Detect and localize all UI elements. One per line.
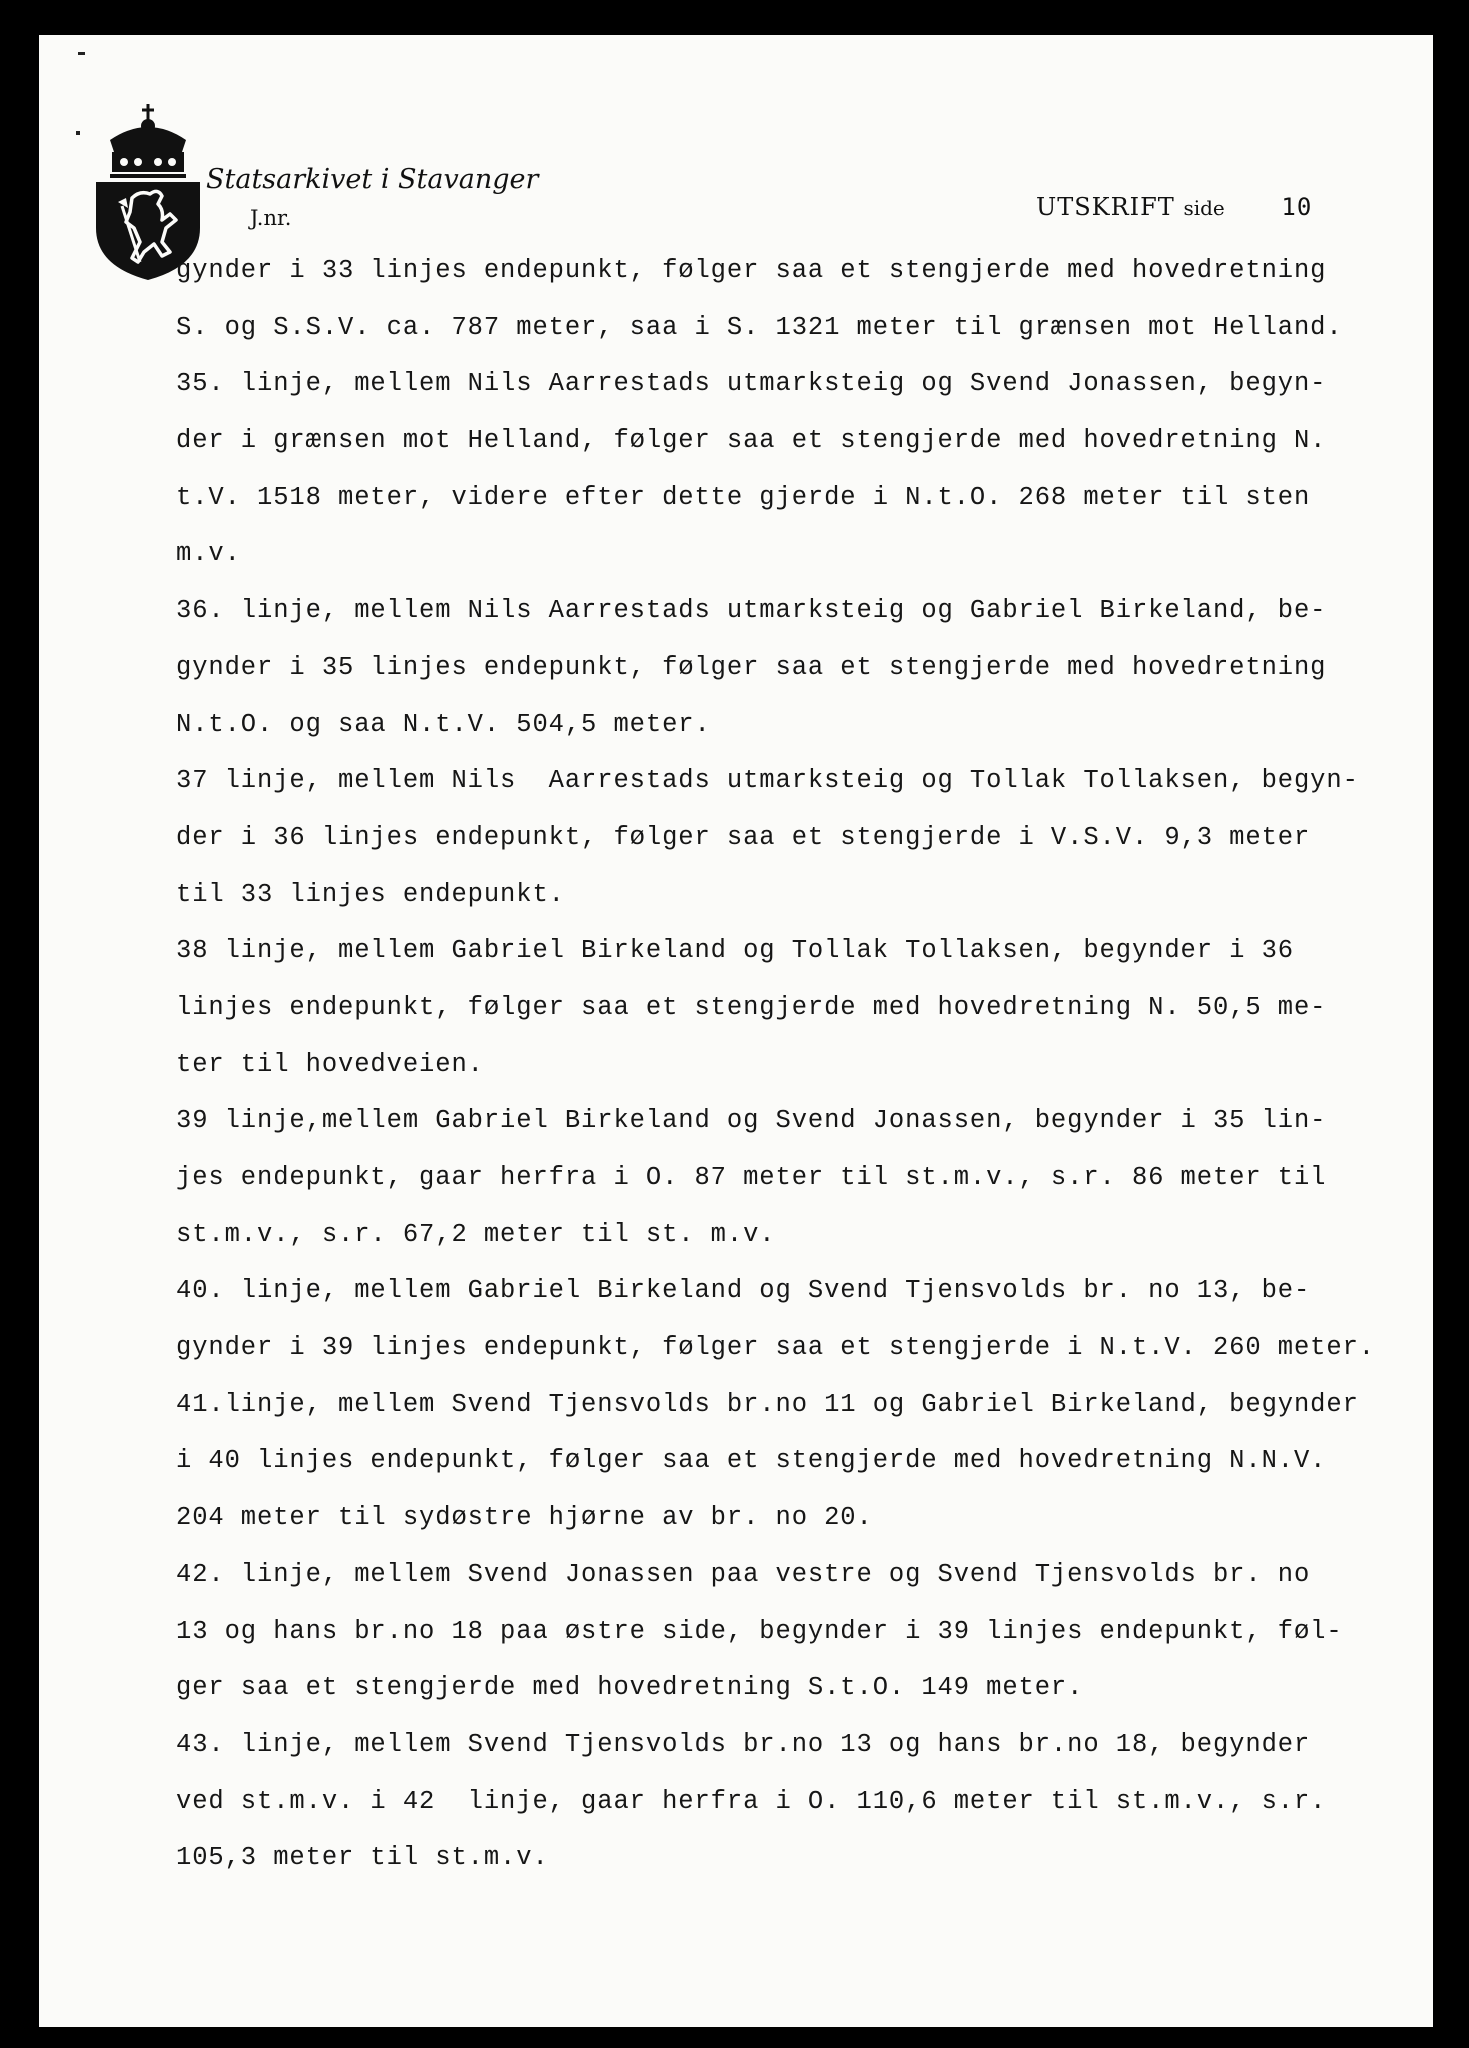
text-line: ger saa et stengjerde med hovedretning S.t.O. 149 meter. xyxy=(176,1673,1084,1703)
text-line: m.v. xyxy=(176,539,241,569)
journal-number-label: J.nr. xyxy=(250,206,292,230)
text-line: 35. linje, mellem Nils Aarrestads utmarksteig og Svend Jonassen, begyn- xyxy=(176,369,1327,399)
text-line: til 33 linjes endepunkt. xyxy=(176,879,565,909)
text-line: 36. linje, mellem Nils Aarrestads utmarksteig og Gabriel Birkeland, be- xyxy=(176,596,1327,626)
document-body xyxy=(176,243,1375,1887)
text-line: jes endepunkt, gaar herfra i O. 87 meter til st.m.v., s.r. 86 meter til xyxy=(176,1163,1327,1192)
punch-mark xyxy=(78,52,85,55)
side-label: side xyxy=(1183,196,1225,220)
text-line: 43. linje, mellem Svend Tjensvolds br.no 13 og hans br.no 18, begynder xyxy=(176,1729,1311,1759)
text-line: 40. linje, mellem Gabriel Birkeland og Svend Tjensvolds br. no 13, be- xyxy=(176,1276,1311,1306)
archive-name: Statsarkivet i Stavanger xyxy=(206,164,539,195)
text-line: 37 linje, mellem Nils Aarrestads utmarksteig og Tollak Tollaksen, begyn- xyxy=(176,766,1359,796)
text-line: der i grænsen mot Helland, følger saa et stengjerde med hovedretning N. xyxy=(176,426,1327,456)
text-line: 13 og hans br.no 18 paa østre side, begynder i 39 linjes endepunkt, føl- xyxy=(176,1616,1343,1646)
page-header-right xyxy=(1036,193,1312,221)
text-line: 204 meter til sydøstre hjørne av br. no 20. xyxy=(176,1503,873,1533)
text-line: i 40 linjes endepunkt, følger saa et stengjerde med hovedretning N.N.V. xyxy=(176,1446,1327,1476)
text-line: 42. linje, mellem Svend Jonassen paa vestre og Svend Tjensvolds br. no xyxy=(176,1559,1311,1589)
text-line: 105,3 meter til st.m.v. xyxy=(176,1843,549,1873)
text-line: gynder i 39 linjes endepunkt, følger saa et stengjerde i N.t.V. 260 meter. xyxy=(176,1333,1375,1363)
text-line: ved st.m.v. i 42 linje, gaar herfra i O. 110,6 meter til st.m.v., s.r. xyxy=(176,1786,1327,1816)
text-line: ter til hovedveien. xyxy=(176,1049,484,1079)
text-line: 41.linje, mellem Svend Tjensvolds br.no 11 og Gabriel Birkeland, begynder xyxy=(176,1389,1359,1419)
text-line: gynder i 35 linjes endepunkt, følger saa et stengjerde med hovedretning xyxy=(176,652,1327,682)
text-line: S. og S.S.V. ca. 787 meter, saa i S. 1321 meter til grænsen mot Helland. xyxy=(176,312,1343,342)
text-line: t.V. 1518 meter, videre efter dette gjerde i N.t.O. 268 meter til sten xyxy=(176,482,1311,512)
text-line: st.m.v., s.r. 67,2 meter til st. m.v. xyxy=(176,1219,776,1249)
text-line: gynder i 33 linjes endepunkt, følger saa et stengjerde med hovedretning xyxy=(176,256,1327,285)
text-line: N.t.O. og saa N.t.V. 504,5 meter. xyxy=(176,709,711,739)
punch-mark xyxy=(76,131,80,135)
utskrift-label: UTSKRIFT xyxy=(1036,193,1175,221)
text-line: der i 36 linjes endepunkt, følger saa et stengjerde i V.S.V. 9,3 meter xyxy=(176,822,1311,852)
text-line: linjes endepunkt, følger saa et stengjerde med hovedretning N. 50,5 me- xyxy=(176,992,1327,1022)
text-line: 38 linje, mellem Gabriel Birkeland og Tollak Tollaksen, begynder i 36 xyxy=(176,936,1294,966)
text-line: 39 linje,mellem Gabriel Birkeland og Svend Jonassen, begynder i 35 lin- xyxy=(176,1106,1327,1136)
page-number: 10 xyxy=(1281,193,1313,221)
